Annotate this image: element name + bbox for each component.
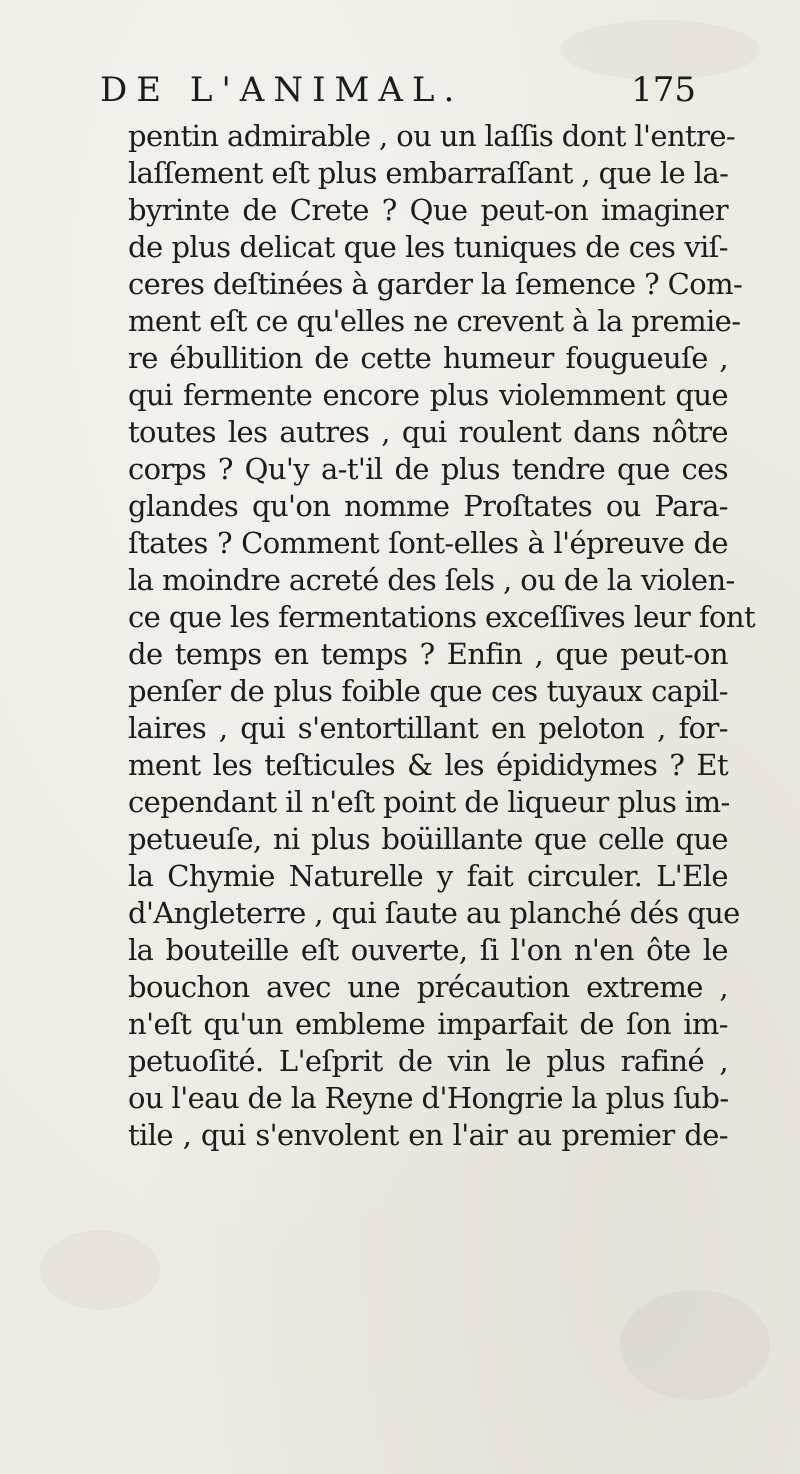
text-line: qui fermente encore plus violemment que [128, 378, 728, 412]
text-line: petueuſe, ni plus boüillante que celle que [128, 822, 728, 856]
text-line: ſtates ? Comment ſont-elles à l'épreuve de [128, 526, 728, 560]
text-line: bouchon avec une précaution extreme , [128, 970, 728, 1004]
text-line: la moindre acreté des ſels , ou de la violen- [128, 563, 735, 597]
text-line: pentin admirable , ou un laſſis dont l'entre- [128, 119, 736, 153]
text-line: penſer de plus foible que ces tuyaux capil- [128, 674, 728, 708]
paper-stain [40, 1230, 160, 1310]
text-line: cependant il n'eſt point de liqueur plus im- [128, 785, 730, 819]
text-line: n'eſt qu'un embleme imparfait de ſon im- [128, 1007, 728, 1041]
text-line: byrinte de Crete ? Que peut-on imaginer [128, 193, 728, 227]
text-line: ce que les fermentations exceſſives leur font [128, 600, 756, 634]
text-line: glandes qu'on nomme Proſtates ou Para- [128, 489, 728, 523]
running-head-title: DE L'ANIMAL. [100, 70, 464, 110]
text-line: ment eſt ce qu'elles ne crevent à la premie- [128, 304, 741, 338]
page-number: 175 [631, 70, 696, 110]
text-line: ou l'eau de la Reyne d'Hongrie la plus ſub- [128, 1081, 729, 1115]
text-line: de temps en temps ? Enfin , que peut-on [128, 637, 728, 671]
text-line: de plus delicat que les tuniques de ces viſ- [128, 230, 728, 264]
text-line: ceres deſtinées à garder la ſemence ? Com- [128, 267, 743, 301]
text-line: corps ? Qu'y a-t'il de plus tendre que ces [128, 452, 728, 486]
text-line: re ébullition de cette humeur fougueuſe , [128, 341, 728, 375]
text-line: laires , qui s'entortillant en peloton , for- [128, 711, 728, 745]
text-line: ment les teſticules & les épididymes ? Et [128, 748, 728, 782]
text-line: toutes les autres , qui roulent dans nôtre [128, 415, 728, 449]
text-line: la bouteille eſt ouverte, ſi l'on n'en ôte le [128, 933, 728, 967]
paper-stain [620, 1290, 770, 1400]
running-head [100, 70, 700, 124]
text-line: tile , qui s'envolent en l'air au premier de- [128, 1118, 728, 1152]
text-line: la Chymie Naturelle y fait circuler. L'Ele [128, 859, 728, 893]
text-line: petuoſité. L'eſprit de vin le plus rafiné , [128, 1044, 728, 1078]
text-line: laſſement eſt plus embarraſſant , que le la- [128, 156, 729, 190]
body-text [128, 118, 756, 1154]
text-line: d'Angleterre , qui ſaute au planché dés que [128, 896, 740, 930]
